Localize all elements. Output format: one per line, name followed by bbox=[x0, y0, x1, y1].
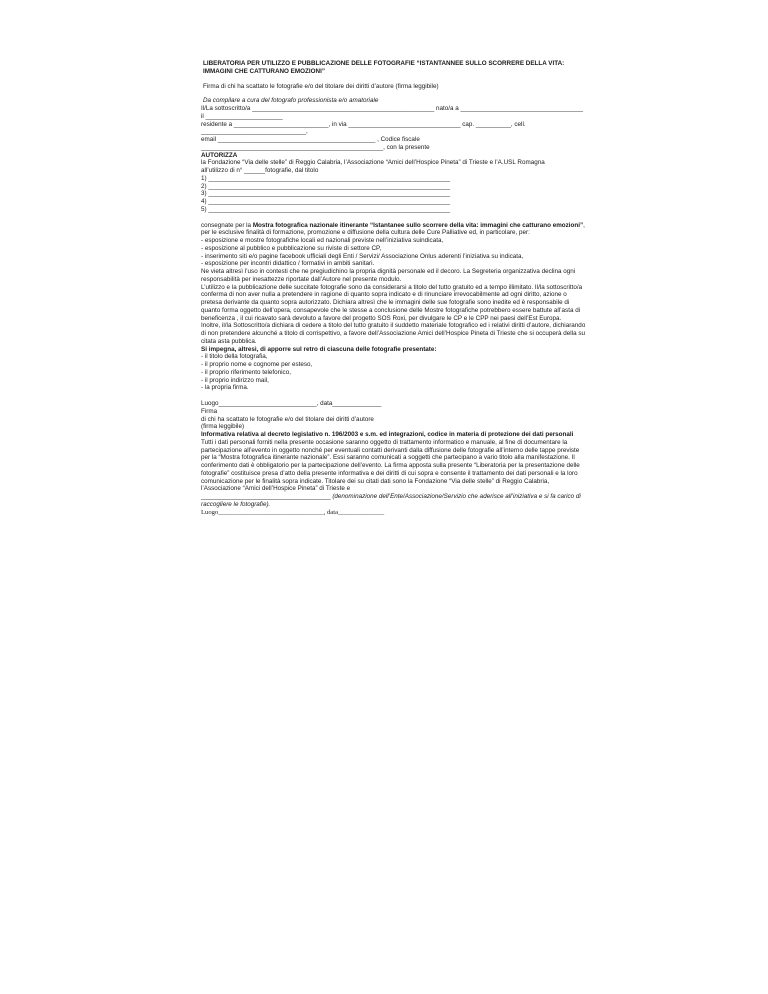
use-item: - esposizione al pubblico e pubblicazione su riviste di settore CP, bbox=[201, 244, 382, 252]
autorizza-line-1: la Fondazione “Via delle stelle” di Reggio Calabria, l’Associazione “Amici dell’Hospice Pineta” di Trieste e l’A.USL Romagna bbox=[201, 159, 545, 167]
retro-item: - il proprio indirizzo mail, bbox=[201, 376, 269, 384]
form-line-cell: ______________________________, bbox=[201, 128, 308, 136]
photo-title-line: 4) _____________________________________________________________________ bbox=[201, 198, 450, 205]
luogo-data-line-2: Luogo________________________________, data______________ bbox=[201, 508, 385, 516]
cessione-paragraph: Inoltre, il/la Sottoscritto/a dichiara di cedere a titolo del tutto gratuito il suddetto materiale fotografico ed i relativi diritti d’autore, dichiarando di non pretendere alcunché a titolo di corrispettivo, a favore dell’Associazione Amici dell’Hospice Pineta di Trieste che si occuperà della su citata asta pubblica. bbox=[201, 322, 586, 345]
photo-title-line: 5) _____________________________________________________________________ bbox=[201, 205, 450, 213]
use-item: - esposizione per incontri didattico / formativi in ambiti sanitari. bbox=[201, 260, 375, 268]
use-item: - esposizione e mostre fotografiche locali ed nazionali previste nell’iniziativa suindicata, bbox=[201, 237, 444, 244]
impegna-heading: Si impegna, altresì, di apporre sul retro di ciascuna delle fotografie presentate: bbox=[201, 345, 437, 353]
retro-item: - il titolo della fotografia, bbox=[201, 353, 268, 361]
use-item: - inserimento siti e/o pagine facebook ufficiali degli Enti / Servizi/ Associazione Onlus aderenti l’iniziativa su indicata, bbox=[201, 252, 524, 260]
form-line-address: residente a ___________________________, in via ________________________________ cap. __________, cell. bbox=[201, 120, 526, 128]
liberatoria-document bbox=[201, 60, 589, 516]
form-line-name: Il/La sottoscritto/a ____________________________________________________ nato/a a ___________________________________ bbox=[201, 105, 584, 112]
informativa-text: Tutti i dati personali forniti nella presente occasione saranno oggetto di trattamento informatico e manuale, al fine di documentare la partecipazione all’evento in oggetto nonché per eventuali contatti derivanti dalla diffusione delle fotografie all’interno delle tappe previste per la “Mostra fotografica itinerante nazionale”. Essi saranno comunicati a soggetti che partecipano a vario titolo alla manifestazione. Il conferimento dati è obbligatorio per la partecipazione dell’evento. La firma apposta sulla presente “Liberatoria per la presentazione delle fotografie” costituisce presa d’atto della presente informativa e dei diritti di cui sopra e consente il trattamento dei dati personali e la loro comunicazione per le finalità sopra indicate. Titolare dei su citati dati sono la Fondazione “Via delle stelle” di Reggio Calabria, l’Associazione “Amici dell’Hospice Pineta” di Trieste e bbox=[201, 438, 580, 493]
photo-title-line: 1) _____________________________________________________________________ bbox=[201, 174, 450, 182]
firma-description: di chi ha scattato le fotografie e/o del titolare dei diritti d’autore bbox=[201, 415, 374, 423]
form-line-birthdate: il ______________________ bbox=[201, 112, 283, 120]
gratuito-paragraph: L’utilizzo e la pubblicazione delle succitate fotografie sono da considerarsi a titolo del tutto gratuito ed a tempo illimitato. Il/la sottoscritto/a conferma di non aver nulla a pretendere in ragione di quanto sopra indicato e di rinunciare irrevocabilmente ad ogni diritto, azione o pretesa derivante da quanto sopra autorizzato. Dichiara altresì che le immagini delle sue fotografie sono inedite ed è responsabile di quanto forma oggetto dell’opera, consapevole che le stesse a conclusione delle Mostre fotografiche potrebbero essere battute all’asta di beneficenza , il cui ricavato sarà devoluto a favore del progetto SOS Roxi, per divulgare le CP e le CPP nei paesi dell’Est Europa. bbox=[201, 283, 583, 322]
uses-list bbox=[201, 237, 589, 268]
firma-leggibile: (firma leggibile) bbox=[201, 423, 245, 431]
photo-title-line: 2) _____________________________________________________________________ bbox=[201, 182, 450, 190]
form-line-fiscal-code: ____________________________________________________, con la presente bbox=[201, 143, 430, 151]
retro-items-list bbox=[201, 353, 589, 392]
retro-item: - il proprio nome e cognome per esteso, bbox=[201, 361, 313, 368]
autorizza-line-2: all’utilizzo di n° ______fotografie, dal titolo bbox=[201, 167, 319, 174]
retro-item: - la propria firma. bbox=[201, 384, 249, 392]
autorizza-heading: AUTORIZZA bbox=[201, 151, 238, 159]
photo-title-list bbox=[201, 175, 589, 214]
consegnate-paragraph: consegnate per la Mostra fotografica nazionale itinerante “Istantanee sullo scorrere della vita: immagini che catturano emozioni”, per le esclusive finalità di formazione, promozione e diffusione della cultura delle Cure Palliative ed, in particolare, per: bbox=[201, 221, 585, 237]
photo-title-line: 3) _____________________________________________________________________ bbox=[201, 190, 450, 198]
professional-note bbox=[203, 97, 589, 105]
personal-data-form bbox=[201, 105, 589, 152]
luogo-data-line: Luogo____________________________, data______________ bbox=[201, 400, 382, 407]
uso-vietato-paragraph: Ne vieta altresì l’uso in contesti che ne pregiudichino la propria dignità personale ed il decoro. La Segreteria organizzativa declina ogni responsabilità per inesattezze riportate dall’Autore nel presente modulo. bbox=[201, 268, 576, 283]
signature-note: Firma di chi ha scattato le fotografie e/o del titolare dei diritti d’autore (firma leggibile) bbox=[203, 82, 439, 90]
professional-note-text: Da compilare a cura del fotografo professionista e/o amatoriale bbox=[203, 97, 379, 105]
informativa-title: Informativa relativa al decreto legislativo n. 196/2003 e s.m. ed integrazioni, codice in materia di protezione dei dati personali bbox=[201, 431, 574, 438]
retro-item: - il proprio riferimento telefonico, bbox=[201, 368, 291, 376]
ente-line: _____________________________________ (denominazione dell’Ente/Associazione/Servizio che aderisce all’iniziativa e si fa carico di raccogliere le fotografie). bbox=[201, 493, 581, 508]
document-title: LIBERATORIA PER UTILIZZO E PUBBLICAZIONE DELLE FOTOGRAFIE “ISTANTANNEE SULLO SCORRERE DELLA VITA: IMMAGINI CHE CATTURANO EMOZIONI” bbox=[203, 60, 565, 75]
form-line-email: email _____________________________________________ , Codice fiscale bbox=[201, 136, 420, 143]
firma-label: Firma bbox=[201, 407, 218, 415]
